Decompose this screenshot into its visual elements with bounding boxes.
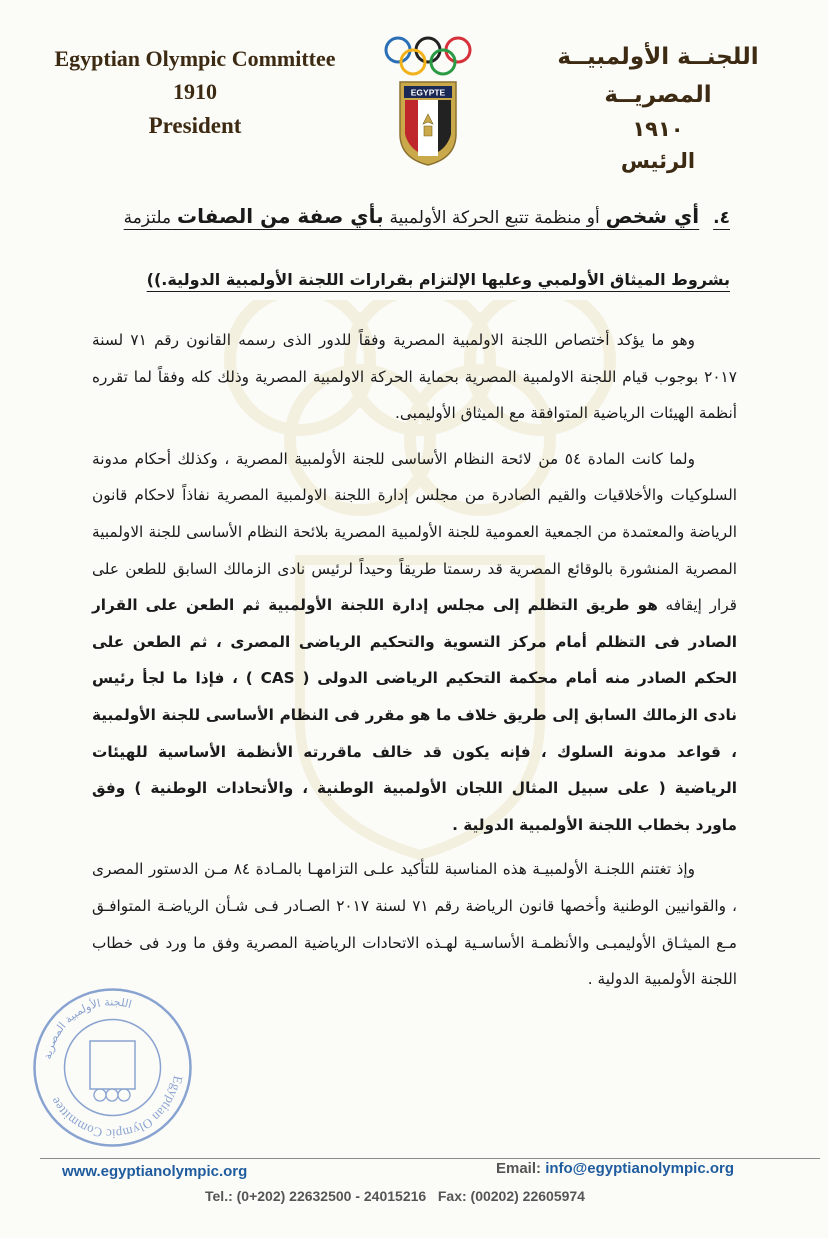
header-english: [40, 42, 350, 144]
paragraph-2: [92, 441, 737, 844]
olympic-rings-icon: [386, 38, 470, 74]
stamp-text-ar: اللجنة الأولمبية المصرية: [41, 995, 134, 1061]
founding-year-en: 1910: [173, 79, 217, 104]
org-name-en: Egyptian Olympic Committee: [54, 46, 336, 71]
footer-email: [496, 1160, 734, 1177]
committee-stamp: [30, 985, 195, 1150]
stamp-text: Egyptian Olympic Committee: [47, 1074, 186, 1142]
founding-year-ar: ١٩١٠: [632, 117, 684, 141]
point-text-2: ملتزمة: [123, 208, 172, 228]
email-label: Email:: [496, 1160, 542, 1177]
point-emphasis-1: أي شخص: [605, 204, 700, 228]
footer-divider: [40, 1158, 820, 1159]
paragraph-2-part-b: هو طريق التظلم إلى مجلس إدارة اللجنة الأولمبية ثم الطعن على القرار الصادر فى التظلم أمام مركز التسوية والتحكيم الرياضى المصرى ، ثم الطعن على الحكم الصادر منه أمام محكمة التحكيم الرياضى الدولى ( CAS ) ، فإذا ما لجأ رئيس نادى الزمالك السابق إلى طريق خلاف ما هو مقرر فى النظام الأساسى للجنة الأولمبية ، قواعد مدونة السلوك ، فإنه يكون قد خالف ماقررته الأنظمة الأساسية للهيئات الرياضية ( على سبيل المثال اللجان الأولمبية الوطنية ، والأتحادات الوطنية ) وفق ماورد بخطاب اللجنة الأولمبية الدولية .: [92, 596, 737, 834]
footer-website-link[interactable]: www.egyptianolympic.org: [62, 1163, 248, 1180]
point-line-1: [100, 196, 730, 238]
point-text-1: أو منظمة تتبع الحركة الأولمبية: [389, 208, 600, 228]
header-arabic: [528, 38, 788, 178]
paragraph-3: وإذ تغتنم اللجنـة الأولمبيـة هذه المناسبة للتأكيد علـى التزامهـا بالمـادة ٨٤ مـن الدستور المصرى ، والقوانيين الوطنية وأخصها قانون الرياضة رقم ٧١ لسنة ٢٠١٧ الصـادر فـى شـأن الرياضـة المتوافـق مـع الميثـاق الأوليمبـى والأنظمـة الأساسـية لهـذه الاتحادات الرياضية المصرية وفق ما ورد فى خطاب اللجنة الأولمبية الدولية .: [92, 860, 737, 989]
numbered-point-4: [100, 196, 730, 300]
footer-contact-numbers: Tel.: (0+202) 22632500 - 24015216 Fax: (00202) 22605974: [205, 1188, 585, 1204]
letter-body: [92, 322, 737, 998]
role-en: President: [148, 113, 242, 138]
paragraph-2-part-a: ولما كانت المادة ٥٤ من لائحة النظام الأساسى للجنة الأولمبية المصرية ، وكذلك أحكام مدونة السلوكيات والأخلاقيات والقيم الصادرة من مجلس إدارة اللجنة الاولمبية المصرية نفاذاً لاحكام قانون الرياضة والمعتمدة من الجمعية العمومية للجنة الأولمبية المصرية بلائحة النظام الأساسى للجنة الاولمبية المصرية المنشورة بالوقائع المصرية قد رسمتا طريقاً وحيداً لرئيس نادى الزمالك السابق للطعن على قرار إيقافه: [92, 449, 737, 615]
olympic-committee-logo: [378, 34, 478, 166]
shield-icon: [400, 82, 456, 165]
paragraph-1: وهو ما يؤكد أختصاص اللجنة الاولمبية المصرية وفقاً للدور الذى رسمه القانون رقم ٧١ لسنة ٢٠١٧ بوجوب قيام اللجنة الاولمبية المصرية بحماية الحركة الاولمبية المصرية وذلك كله وفقاً لما تقرره أنظمة الهيئات الرياضية المتوافقة مع الميثاق الأوليمبى.: [92, 331, 737, 423]
org-name-ar: اللجنــة الأولمبيــة المصريــة: [557, 44, 759, 108]
footer-email-link[interactable]: info@egyptianolympic.org: [545, 1160, 734, 1177]
badge-text: EGYPTE: [410, 87, 446, 98]
point-number: ٤.: [713, 208, 730, 228]
point-line-2: بشروط الميثاق الأولمبي وعليها الإلتزام بقرارات اللجنة الأولمبية الدولية.)): [146, 270, 730, 289]
point-emphasis-2: بأي صفة من الصفات: [177, 204, 384, 228]
role-ar: الرئيس: [620, 149, 696, 173]
